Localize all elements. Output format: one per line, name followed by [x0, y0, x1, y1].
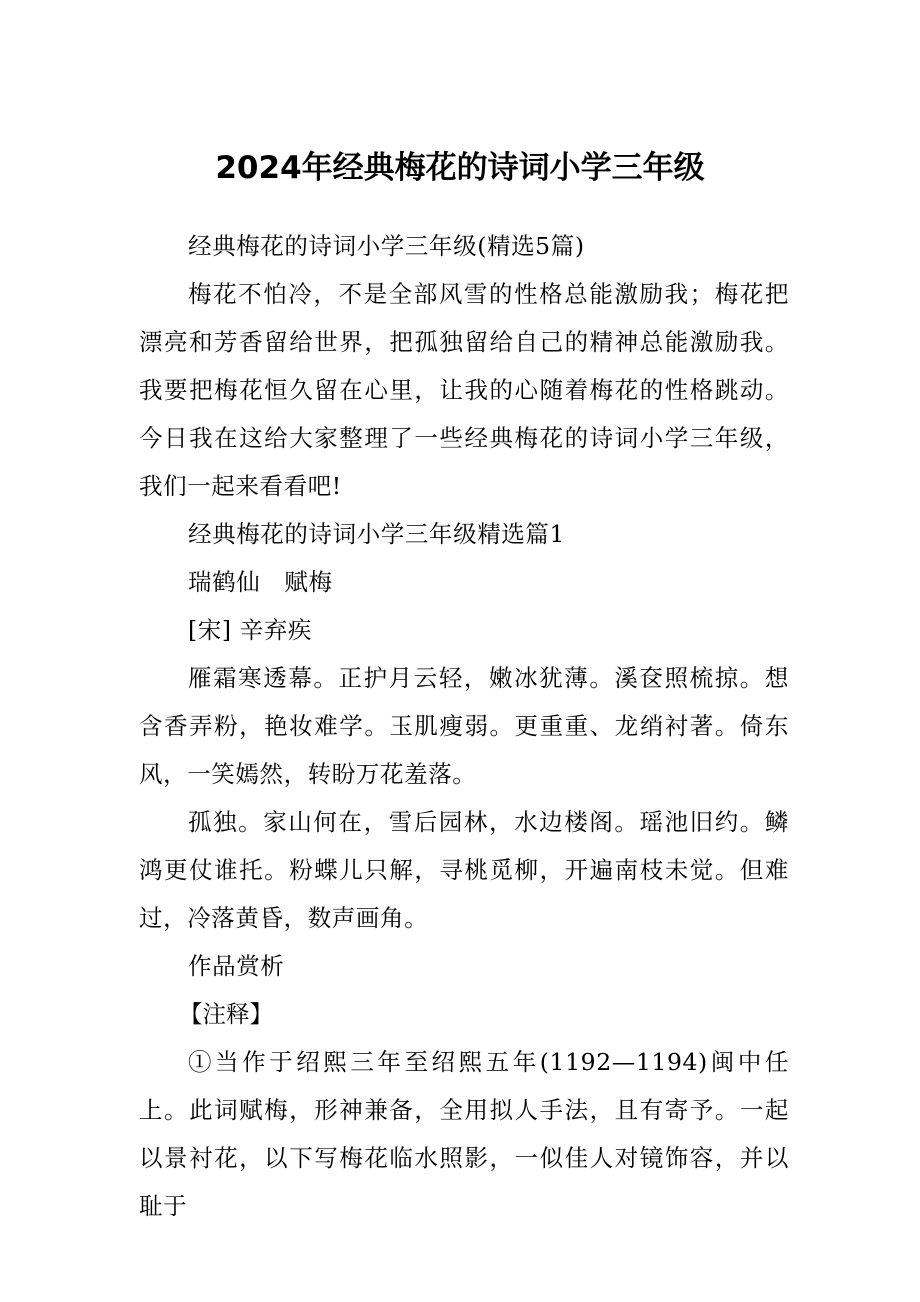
- poem-stanza-2: 孤独。家山何在，雪后园林，水边楼阁。瑶池旧约。鳞鸿更仗谁托。粉蝶儿只解，寻桃觅柳，开遍南枝未觉。但难过，冷落黄昏，数声画角。: [139, 808, 789, 932]
- poem-stanza-1: 雁霜寒透幕。正护月云轻，嫩冰犹薄。溪奁照梳掠。想含香弄粉，艳妆难学。玉肌瘦弱。更重重、龙绡衬著。倚东风，一笑嫣然，转盼万花羞落。: [139, 664, 789, 788]
- intro-paragraph: 梅花不怕冷，不是全部风雪的性格总能激励我；梅花把漂亮和芳香留给世界，把孤独留给自己的精神总能激励我。我要把梅花恒久留在心里，让我的心随着梅花的性格跳动。今日我在这给大家整理了一些经典梅花的诗词小学三年级，我们一起来看看吧!: [139, 280, 789, 500]
- document-body: [139, 222, 789, 1230]
- notes-paragraph: ①当作于绍熙三年至绍熙五年(1192—1194)闽中任上。此词赋梅，形神兼备，全用拟人手法，且有寄予。一起以景衬花，以下写梅花临水照影，一似佳人对镜饰容，并以耻于: [139, 1048, 789, 1220]
- document-title: 2024年经典梅花的诗词小学三年级: [215, 150, 705, 186]
- section-heading: 经典梅花的诗词小学三年级精选篇1: [188, 520, 566, 548]
- poem-author: [宋] 辛弃疾: [188, 616, 313, 644]
- appreciation-heading: 作品赏析: [188, 952, 285, 980]
- intro-subtitle: 经典梅花的诗词小学三年级(精选5篇): [188, 232, 585, 260]
- poem-title: 瑞鹤仙 赋梅: [188, 568, 333, 596]
- notes-heading: 【注释】: [179, 1000, 273, 1028]
